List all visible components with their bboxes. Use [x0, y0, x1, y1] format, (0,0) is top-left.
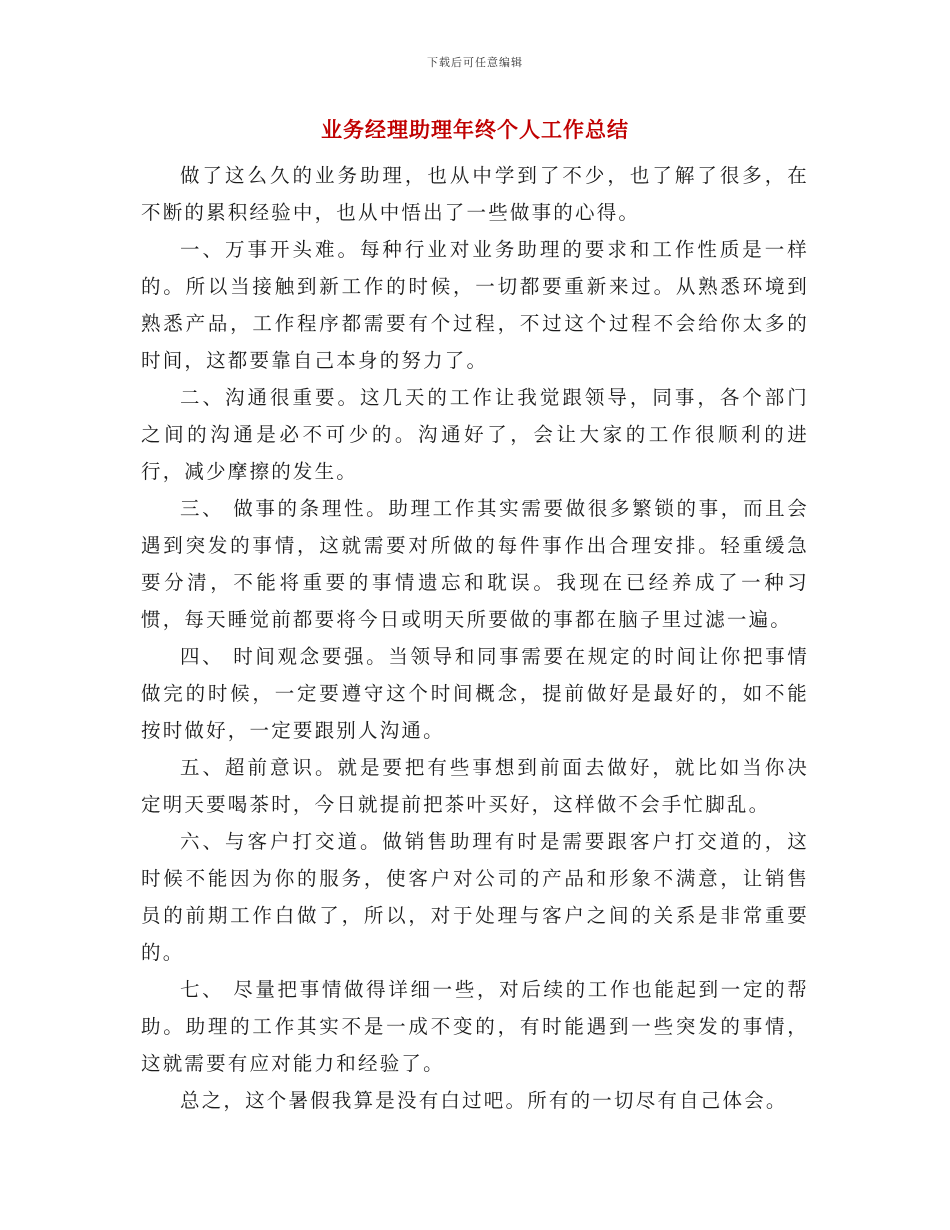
paragraph-point-1: 一、万事开头难。每种行业对业务助理的要求和工作性质是一样的。所以当接触到新工作的时候，一切都要重新来过。从熟悉环境到熟悉产品，工作程序都需要有个过程，不过这个过程不会给你太多的时间，这都要靠自己本身的努力了。	[141, 238, 809, 372]
paragraph-point-6: 六、与客户打交道。做销售助理有时是需要跟客户打交道的，这时候不能因为你的服务，使客户对公司的产品和形象不满意，让销售员的前期工作白做了，所以，对于处理与客户之间的关系是非常重要的。	[141, 830, 809, 964]
paragraph-point-7: 七、 尽量把事情做得详细一些，对后续的工作也能起到一定的帮助。助理的工作其实不是一成不变的，有时能遇到一些突发的事情，这就需要有应对能力和经验了。	[141, 978, 809, 1075]
paragraph-point-3: 三、 做事的条理性。助理工作其实需要做很多繁锁的事，而且会遇到突发的事情，这就需要对所做的每件事作出合理安排。轻重缓急要分清，不能将重要的事情遗忘和耽误。我现在已经养成了一种习惯，每天睡觉前都要将今日或明天所要做的事都在脑子里过滤一遍。	[141, 497, 809, 631]
paragraph-point-5: 五、超前意识。就是要把有些事想到前面去做好，就比如当你决定明天要喝茶时，今日就提前把茶叶买好，这样做不会手忙脚乱。	[141, 756, 809, 816]
paragraph-intro: 做了这么久的业务助理，也从中学到了不少，也了解了很多，在不断的累积经验中，也从中悟出了一些做事的心得。	[141, 164, 809, 224]
paragraph-point-2: 二、沟通很重要。这几天的工作让我觉跟领导，同事，各个部门之间的沟通是必不可少的。沟通好了，会让大家的工作很顺利的进行，减少摩擦的发生。	[141, 386, 809, 483]
header-note: 下载后可任意编辑	[427, 56, 523, 69]
document-title: 业务经理助理年终个人工作总结	[321, 117, 629, 142]
paragraph-conclusion: 总之，这个暑假我算是没有白过吧。所有的一切尽有自己体会。	[180, 1089, 788, 1112]
document-body	[141, 157, 809, 1119]
paragraph-point-4: 四、 时间观念要强。当领导和同事需要在规定的时间让你把事情做完的时候，一定要遵守这个时间概念，提前做好是最好的，如不能按时做好，一定要跟别人沟通。	[141, 645, 809, 742]
